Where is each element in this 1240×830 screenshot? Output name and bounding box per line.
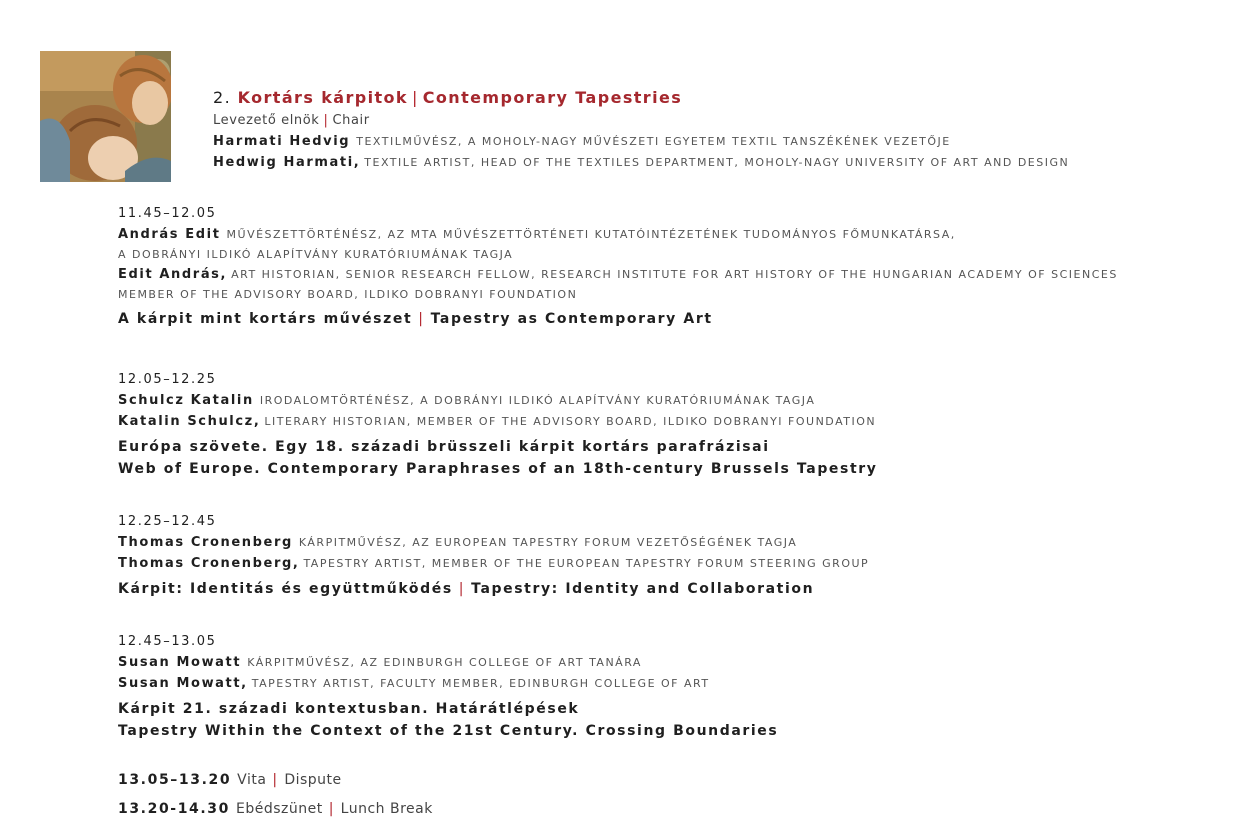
- section-number: 2.: [213, 88, 232, 107]
- break-label-hu: Vita: [237, 772, 267, 788]
- chair-name-hu: Harmati Hedvig: [213, 134, 351, 149]
- speaker-role-hu: KÁRPITMŰVÉSZ, AZ EUROPEAN TAPESTRY FORUM VEZETŐSÉGÉNEK TAGJA: [298, 536, 798, 549]
- speaker-role-hu: MŰVÉSZETTÖRTÉNÉSZ, AZ MTA MŰVÉSZETTÖRTÉNETI KUTATÓINTÉZETÉNEK TUDOMÁNYOS FŐMUNKATÁRSA,: [226, 228, 956, 241]
- tapestry-image: [40, 51, 171, 182]
- speaker-role-en: TAPESTRY ARTIST, MEMBER OF THE EUROPEAN TAPESTRY FORUM STEERING GROUP: [303, 557, 870, 570]
- talk-time: 11.45–12.05: [118, 206, 217, 221]
- speaker-role-hu: KÁRPITMŰVÉSZ, AZ EDINBURGH COLLEGE OF ART TANÁRA: [247, 656, 642, 669]
- talk-2: [118, 372, 878, 477]
- chair-label-hu: Levezető elnök: [213, 113, 320, 128]
- talk-title-en: Tapestry Within the Context of the 21st Century. Crossing Boundaries: [118, 723, 779, 739]
- talk-title-hu: Európa szövete. Egy 18. századi brüsszeli kárpit kortárs parafrázisai: [118, 439, 770, 455]
- speaker-role-en: LITERARY HISTORIAN, MEMBER OF THE ADVISORY BOARD, ILDIKO DOBRANYI FOUNDATION: [264, 415, 877, 428]
- speaker-name-hu: András Edit: [118, 227, 221, 242]
- chair-label-en: Chair: [332, 113, 370, 128]
- talk-title: [118, 311, 1118, 327]
- talk-time: 12.05–12.25: [118, 372, 217, 387]
- break-dispute: [118, 772, 342, 788]
- talk-time: 12.25–12.45: [118, 514, 217, 529]
- chair-role-hu: TEXTILMŰVÉSZ, A MOHOLY-NAGY MŰVÉSZETI EGYETEM TEXTIL TANSZÉKÉNEK VEZETŐJE: [356, 135, 951, 148]
- speaker-name-hu: Schulcz Katalin: [118, 393, 254, 408]
- talk-title-en: Tapestry as Contemporary Art: [430, 311, 713, 327]
- speaker-name-en: Susan Mowatt,: [118, 676, 248, 691]
- chair-label: [213, 113, 1069, 128]
- break-label-en: Dispute: [284, 772, 342, 788]
- speaker-name-en: Katalin Schulcz,: [118, 414, 261, 429]
- speaker-hu-line: [118, 535, 869, 550]
- speaker-role-en-cont: MEMBER OF THE ADVISORY BOARD, ILDIKO DOBRANYI FOUNDATION: [118, 288, 578, 301]
- speaker-role-en: TAPESTRY ARTIST, FACULTY MEMBER, EDINBURGH COLLEGE OF ART: [251, 677, 710, 690]
- speaker-hu-line: [118, 393, 878, 408]
- speaker-name-en: Edit András,: [118, 267, 228, 282]
- chair-hu-line: [213, 134, 1069, 149]
- talk-3: [118, 514, 869, 597]
- speaker-en-line: [118, 676, 778, 691]
- chair-role-en: TEXTILE ARTIST, HEAD OF THE TEXTILES DEPARTMENT, MOHOLY-NAGY UNIVERSITY OF ART AND DESIGN: [364, 156, 1070, 169]
- speaker-name-hu: Susan Mowatt: [118, 655, 242, 670]
- break-time: 13.05–13.20: [118, 772, 232, 788]
- section-title-hu: Kortárs kárpitok: [237, 88, 408, 107]
- talk-title-en: Web of Europe. Contemporary Paraphrases of an 18th-century Brussels Tapestry: [118, 461, 878, 477]
- chair-en-line: [213, 155, 1069, 170]
- talk-4: [118, 634, 778, 739]
- talk-time: 12.45–13.05: [118, 634, 217, 649]
- speaker-hu-line: [118, 655, 778, 670]
- separator: |: [418, 311, 425, 327]
- speaker-role-en: ART HISTORIAN, SENIOR RESEARCH FELLOW, RESEARCH INSTITUTE FOR ART HISTORY OF THE HUNGARIAN ACADEMY OF SCIENCES: [231, 268, 1118, 281]
- speaker-name-en: Thomas Cronenberg,: [118, 556, 300, 571]
- break-label-hu: Ebédszünet: [235, 801, 323, 817]
- speaker-en-line: [118, 414, 878, 429]
- separator: |: [328, 801, 335, 817]
- speaker-role-hu-cont: A DOBRÁNYI ILDIKÓ ALAPÍTVÁNY KURATÓRIUMÁNAK TAGJA: [118, 248, 514, 261]
- break-lunch: [118, 801, 433, 817]
- speaker-hu-line: [118, 227, 1118, 242]
- section-header: [213, 88, 1069, 176]
- break-time: 13.20-14.30: [118, 801, 230, 817]
- separator: |: [458, 581, 466, 597]
- talk-title-hu: A kárpit mint kortárs művészet: [118, 311, 413, 327]
- talk-1: [118, 206, 1118, 327]
- talk-title: [118, 581, 869, 597]
- talk-title-hu: Kárpit 21. századi kontextusban. Határátlépések: [118, 701, 580, 717]
- speaker-en-line: [118, 267, 1118, 282]
- separator: |: [323, 113, 329, 128]
- speaker-name-hu: Thomas Cronenberg: [118, 535, 293, 550]
- talk-title-en: Tapestry: Identity and Collaboration: [471, 581, 815, 597]
- talk-title-hu: Kárpit: Identitás és együttműködés: [118, 581, 453, 597]
- separator: |: [272, 772, 279, 788]
- break-label-en: Lunch Break: [340, 801, 433, 817]
- speaker-role-hu: IRODALOMTÖRTÉNÉSZ, A DOBRÁNYI ILDIKÓ ALAPÍTVÁNY KURATÓRIUMÁNAK TAGJA: [259, 394, 816, 407]
- speaker-en-line: [118, 556, 869, 571]
- separator: |: [411, 88, 419, 107]
- tapestry-thumbnail: [40, 51, 171, 182]
- section-title: [213, 88, 1069, 107]
- chair-name-en: Hedwig Harmati,: [213, 155, 361, 170]
- section-title-en: Contemporary Tapestries: [422, 88, 683, 107]
